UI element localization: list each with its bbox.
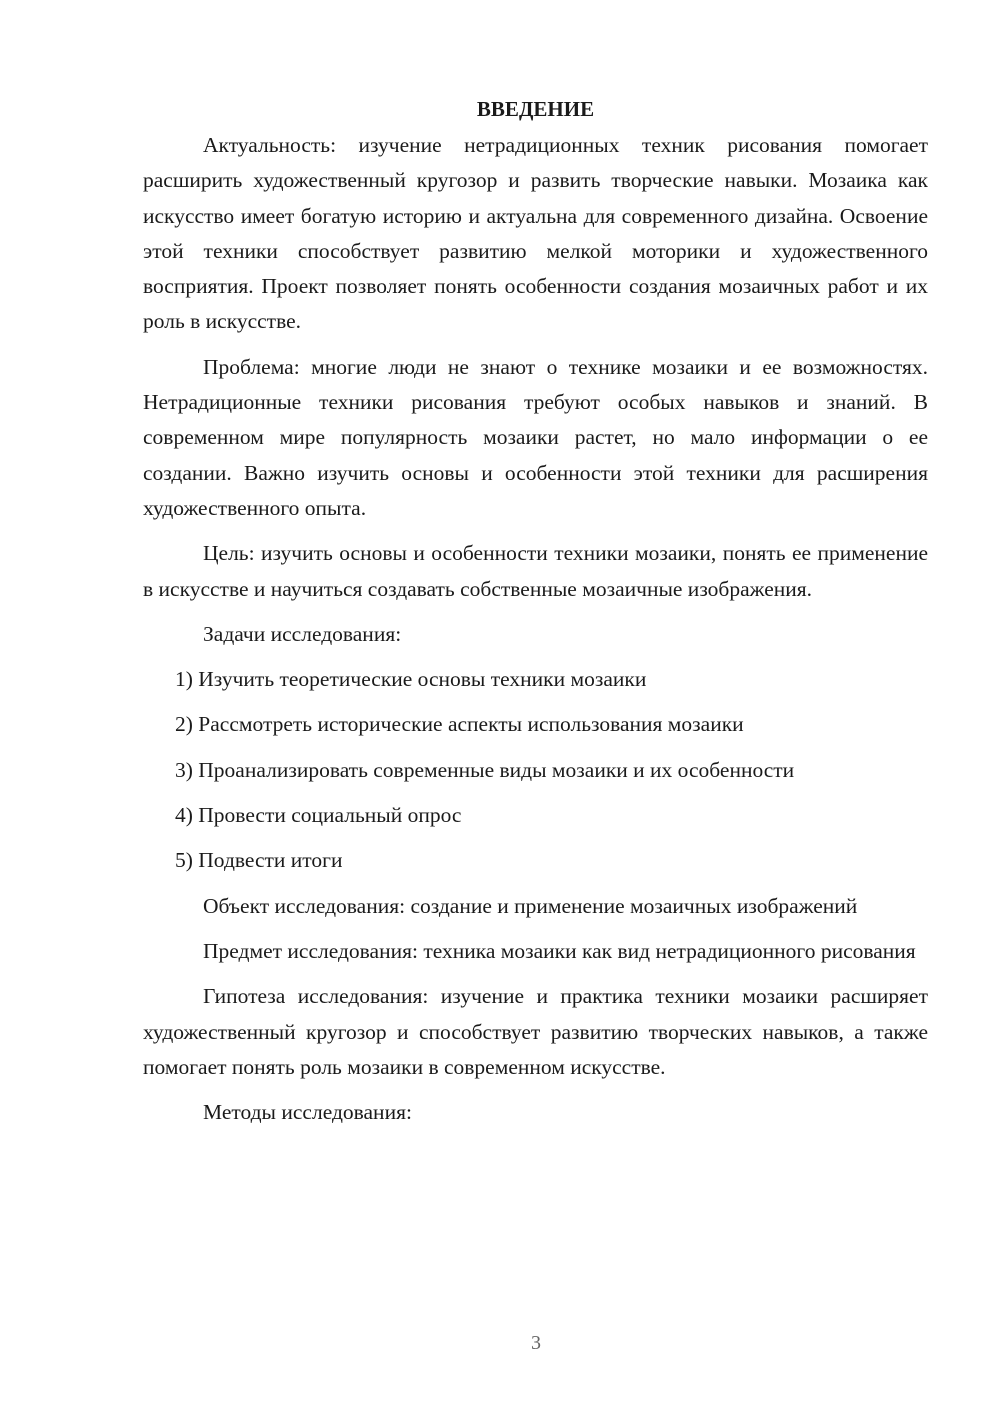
paragraph-methods: Методы исследования:	[203, 1100, 412, 1125]
list-item: 2) Рассмотреть исторические аспекты использования мозаики	[175, 712, 744, 737]
tasks-list	[143, 662, 928, 878]
list-item: 5) Подвести итоги	[175, 848, 343, 873]
paragraph-relevance: Актуальность: изучение нетрадиционных техник рисования помогает расширить художественный кругозор и развить творческие навыки. Мозаика как искусство имеет богатую историю и актуальна для современного дизайна. Освоение этой техники способствует развитию мелкой моторики и художественного восприятия. Проект позволяет понять особенности создания мозаичных работ и их роль в искусстве.	[143, 133, 928, 334]
list-item: 4) Провести социальный опрос	[175, 803, 462, 828]
page-number: 3	[531, 1332, 541, 1354]
paragraph-problem: Проблема: многие люди не знают о технике мозаики и ее возможностях. Нетрадиционные техники рисования требуют особых навыков и знаний. В современном мире популярность мозаики растет, но мало информации о ее создании. Важно изучить основы и особенности этой техники для расширения художественного опыта.	[143, 354, 928, 520]
paragraph-object: Объект исследования: создание и применение мозаичных изображений	[203, 893, 858, 918]
paragraph-goal: Цель: изучить основы и особенности техники мозаики, понять ее применение в искусстве и научиться создавать собственные мозаичные изображения.	[143, 541, 928, 601]
list-item: 1) Изучить теоретические основы техники мозаики	[175, 667, 647, 692]
list-item: 3) Проанализировать современные виды мозаики и их особенности	[175, 757, 795, 782]
section-title: ВВЕДЕНИЕ	[476, 97, 595, 121]
paragraph-subject: Предмет исследования: техника мозаики как вид нетрадиционного рисования	[203, 938, 916, 963]
document-page	[143, 92, 928, 1140]
paragraph-hypothesis: Гипотеза исследования: изучение и практика техники мозаики расширяет художественный кругозор и способствует развитию творческих навыков, а также помогает понять роль мозаики в современном искусстве.	[143, 984, 928, 1079]
paragraph-tasks-heading: Задачи исследования:	[203, 621, 402, 646]
